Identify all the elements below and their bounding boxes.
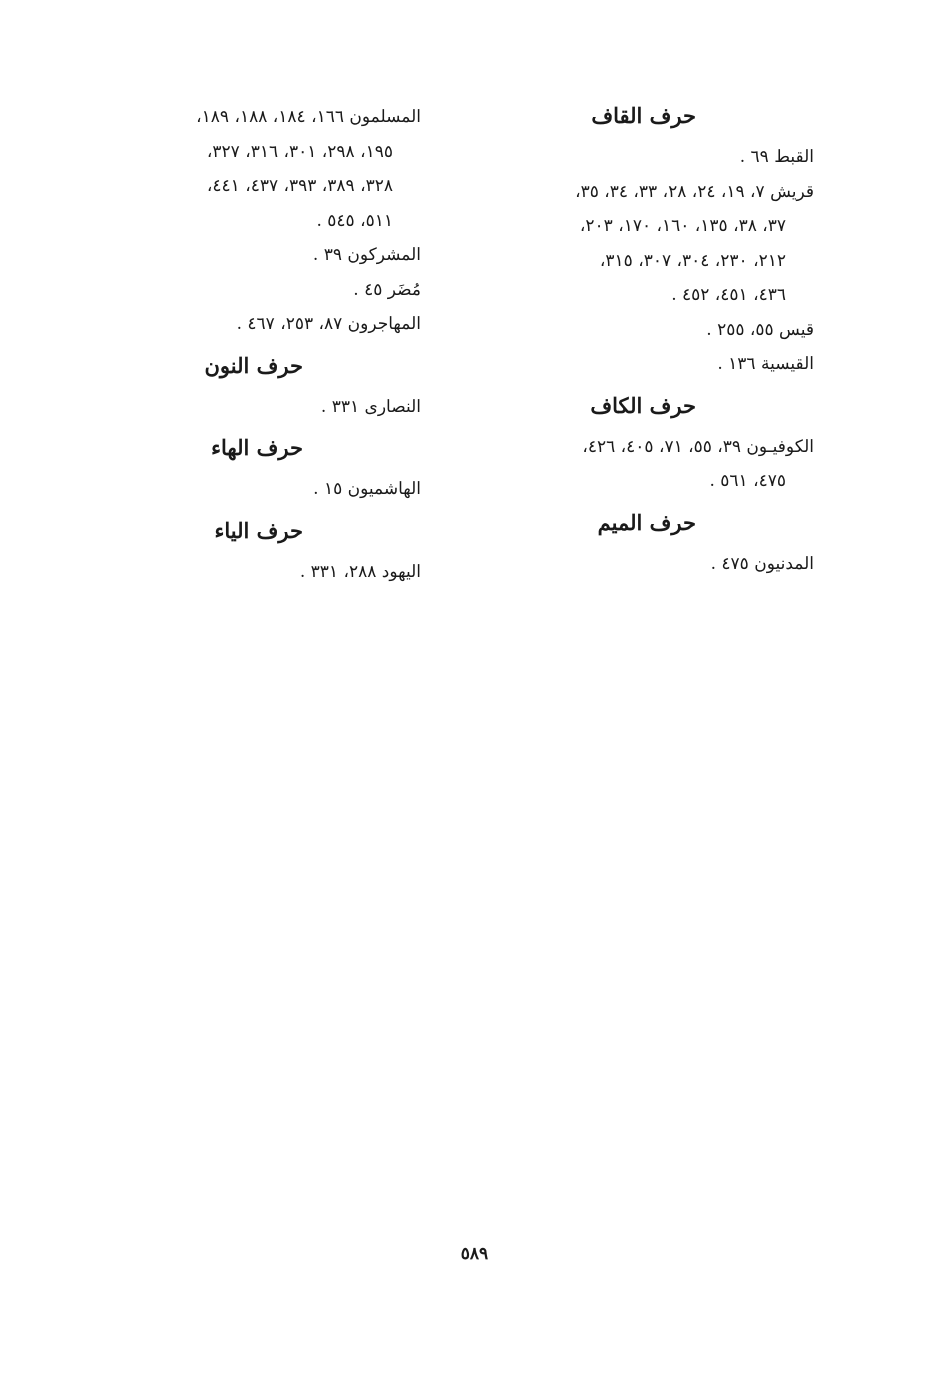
section-heading: حرف الهاء bbox=[211, 435, 303, 460]
index-entry bbox=[464, 347, 814, 382]
index-entry bbox=[71, 238, 421, 273]
section-heading: حرف القاف bbox=[591, 103, 696, 128]
index-entry bbox=[71, 390, 421, 425]
entry-line: الهاشميون ١٥ . bbox=[313, 479, 421, 499]
entry-line: الكوفيـون ٣٩، ٥٥، ٧١، ٤٠٥، ٤٢٦، bbox=[582, 436, 814, 457]
entry-line: ٥١١، ٥٤٥ . bbox=[316, 210, 393, 231]
entry-line: المشركون ٣٩ . bbox=[312, 245, 421, 265]
entry-line: المدنيون ٤٧٥ . bbox=[710, 553, 814, 574]
index-entry bbox=[71, 273, 421, 308]
entry-line: ٣٧، ٣٨، ١٣٥، ١٦٠، ١٧٠، ٢٠٣، bbox=[579, 216, 786, 236]
index-entry bbox=[71, 555, 421, 590]
page-number: ٥٨٩ bbox=[460, 1244, 489, 1264]
entry-line: قريش ٧، ١٩، ٢٤، ٢٨، ٣٣، ٣٤، ٣٥، bbox=[575, 181, 814, 202]
index-entry bbox=[464, 140, 814, 175]
index-entry bbox=[464, 547, 814, 582]
entry-line: القيسية ١٣٦ . bbox=[717, 354, 814, 374]
entry-line: ٤٧٥، ٥٦١ . bbox=[709, 471, 786, 491]
index-entry bbox=[71, 100, 421, 238]
section-heading: حرف الياء bbox=[214, 517, 303, 543]
entry-line: القبط ٦٩ . bbox=[739, 147, 814, 167]
entry-line: ٣٢٨، ٣٨٩، ٣٩٣، ٤٣٧، ٤٤١، bbox=[206, 176, 393, 196]
section-heading: حرف الميم bbox=[597, 509, 696, 535]
entry-line: مُضَر ٤٥ . bbox=[353, 279, 421, 300]
index-entry bbox=[71, 307, 421, 342]
right-column bbox=[464, 100, 814, 581]
entry-line: المهاجرون ٨٧، ٢٥٣، ٤٦٧ . bbox=[236, 314, 421, 334]
index-section bbox=[464, 390, 814, 499]
index-section bbox=[71, 515, 421, 590]
index-section bbox=[464, 507, 814, 582]
entry-line: ٤٣٦، ٤٥١، ٤٥٢ . bbox=[671, 285, 786, 305]
index-section bbox=[71, 432, 421, 507]
index-section bbox=[71, 350, 421, 425]
index-entry bbox=[464, 430, 814, 499]
left-column bbox=[71, 100, 421, 589]
section-heading: حرف النون bbox=[204, 352, 303, 378]
section-heading: حرف الكاف bbox=[590, 392, 696, 418]
entry-line: المسلمون ١٦٦، ١٨٤، ١٨٨، ١٨٩، bbox=[196, 107, 421, 127]
entry-line: ٢١٢، ٢٣٠، ٣٠٤، ٣٠٧، ٣١٥، bbox=[599, 250, 786, 271]
entry-line: قيس ٥٥، ٢٥٥ . bbox=[706, 319, 814, 340]
index-section bbox=[71, 100, 421, 342]
index-entry bbox=[71, 472, 421, 507]
entry-line: النصارى ٣٣١ . bbox=[320, 396, 421, 417]
index-entry bbox=[464, 313, 814, 348]
index-entry bbox=[464, 175, 814, 313]
entry-line: اليهود ٢٨٨، ٣٣١ . bbox=[299, 561, 421, 582]
entry-line: ١٩٥، ٢٩٨، ٣٠١، ٣١٦، ٣٢٧، bbox=[206, 141, 393, 162]
index-section bbox=[464, 100, 814, 382]
